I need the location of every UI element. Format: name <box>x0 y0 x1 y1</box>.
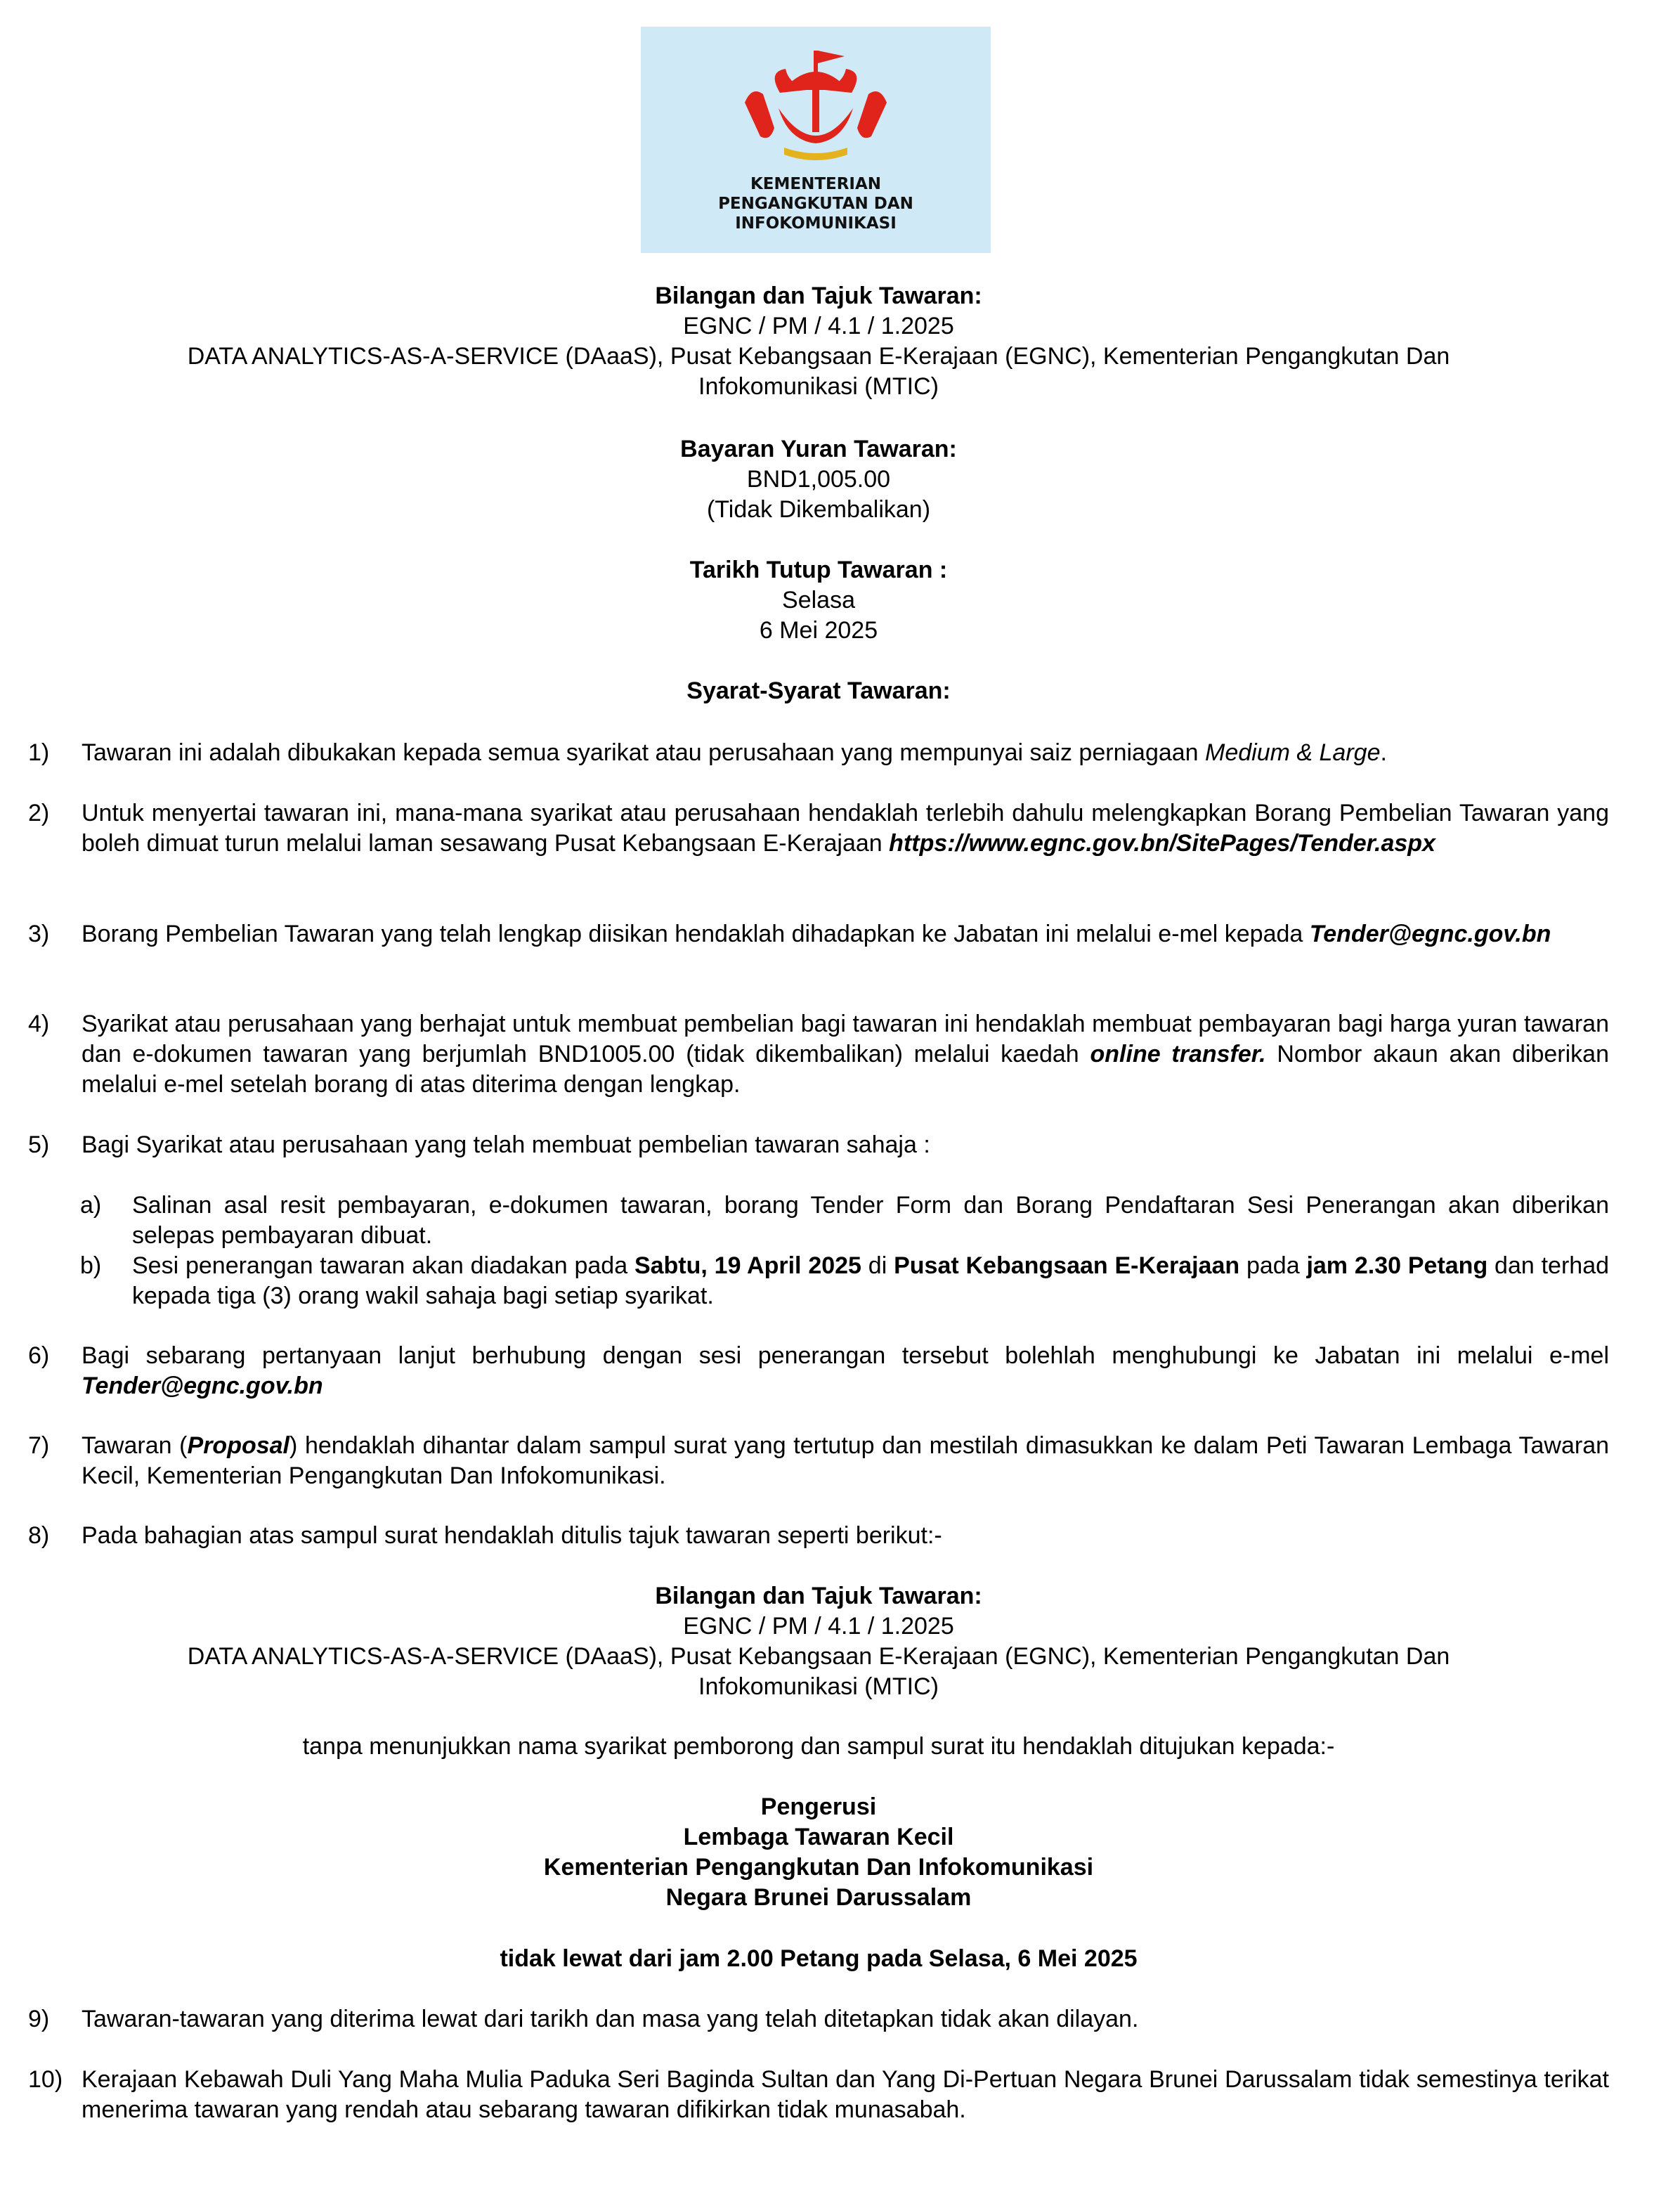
address-line-3: Kementerian Pengangkutan Dan Infokomunikasi <box>543 1854 1094 1881</box>
term-number: 3) <box>28 921 50 947</box>
enquiry-email-link[interactable]: Tender@egnc.gov.bn <box>82 1372 323 1399</box>
logo-caption <box>641 174 991 233</box>
tender-title-label: Bilangan dan Tajuk Tawaran: <box>655 283 982 309</box>
fee-block <box>105 434 1532 525</box>
term-number: 7) <box>28 1432 50 1459</box>
subitem-letter: a) <box>80 1192 102 1219</box>
logo-line-3: INFOKOMUNIKASI <box>735 214 897 233</box>
term-number: 1) <box>28 739 50 766</box>
envelope-title-block <box>105 1581 1532 1702</box>
address-line-2: Lembaga Tawaran Kecil <box>683 1824 954 1850</box>
terms-heading: Syarat-Syarat Tawaran: <box>686 677 951 704</box>
brunei-crest-icon <box>739 44 892 170</box>
tender-reference: EGNC / PM / 4.1 / 1.2025 <box>683 313 954 339</box>
closing-day: Selasa <box>782 587 855 614</box>
term-number: 8) <box>28 1522 50 1549</box>
term-text: Tawaran-tawaran yang diterima lewat dari tarikh dan masa yang telah ditetapkan tidak akan dilayan. <box>82 2006 1139 2032</box>
closing-date-label: Tarikh Tutup Tawaran : <box>689 557 948 583</box>
tender-email-link[interactable]: Tender@egnc.gov.bn <box>1309 921 1551 947</box>
term-text: Bagi sebarang pertanyaan lanjut berhubung dengan sesi penerangan tersebut bolehlah menghubungi ke Jabatan ini melalui e-mel Tender@egnc.gov.bn <box>82 1342 1609 1399</box>
envelope-title-line-2: Infokomunikasi (MTIC) <box>698 1673 939 1700</box>
tender-page-link[interactable]: https://www.egnc.gov.bn/SitePages/Tender.aspx <box>889 830 1435 857</box>
term-text: Borang Pembelian Tawaran yang telah lengkap diisikan hendaklah dihadapkan ke Jabatan ini melalui e-mel kepada Tender@egnc.gov.bn <box>82 921 1551 947</box>
fee-label: Bayaran Yuran Tawaran: <box>680 436 957 462</box>
logo-line-2: PENGANGKUTAN DAN <box>718 195 913 213</box>
term-text: Tawaran (Proposal) hendaklah dihantar dalam sampul surat yang tertutup dan mestilah dimasukkan ke dalam Peti Tawaran Lembaga Tawaran Kecil, Kementerian Pengangkutan Dan Infokomunikasi. <box>82 1432 1610 1489</box>
tender-title-line-1: DATA ANALYTICS-AS-A-SERVICE (DAaaS), Pusat Kebangsaan E-Kerajaan (EGNC), Kementerian Pengangkutan Dan <box>187 343 1450 370</box>
term-text: Pada bahagian atas sampul surat hendaklah ditulis tajuk tawaran seperti berikut:- <box>82 1522 942 1549</box>
closing-date-block <box>105 555 1532 646</box>
address-line-4: Negara Brunei Darussalam <box>665 1884 972 1911</box>
logo-line-1: KEMENTERIAN <box>750 175 882 193</box>
tender-title-block <box>105 281 1532 402</box>
term-number: 2) <box>28 800 50 826</box>
term-number: 5) <box>28 1131 50 1158</box>
fee-amount: BND1,005.00 <box>746 466 891 493</box>
term-text: Bagi Syarikat atau perusahaan yang telah membuat pembelian tawaran sahaja : <box>82 1131 930 1158</box>
term-number: 4) <box>28 1011 50 1037</box>
address-line-1: Pengerusi <box>760 1793 877 1820</box>
subitem-text: Salinan asal resit pembayaran, e-dokumen tawaran, borang Tender Form dan Borang Pendaftaran Sesi Penerangan akan diberikan selepas pembayaran dibuat. <box>132 1192 1609 1249</box>
closing-date: 6 Mei 2025 <box>759 617 878 644</box>
subitem-letter: b) <box>80 1252 102 1279</box>
term-number: 10) <box>28 2066 63 2093</box>
term-text: Tawaran ini adalah dibukakan kepada semua syarikat atau perusahaan yang mempunyai saiz perniagaan Medium & Large. <box>82 739 1387 766</box>
envelope-reference: EGNC / PM / 4.1 / 1.2025 <box>683 1613 954 1640</box>
term-number: 6) <box>28 1342 50 1369</box>
envelope-note: tanpa menunjukkan nama syarikat pemborong dan sampul surat itu hendaklah ditujukan kepada:- <box>302 1733 1335 1760</box>
term-text: Kerajaan Kebawah Duli Yang Maha Mulia Paduka Seri Baginda Sultan dan Yang Di-Pertuan Negara Brunei Darussalam tidak semestinya terikat menerima tawaran yang rendah atau sebarang tawaran difikirkan tidak munasabah. <box>82 2066 1609 2123</box>
term-text: Syarikat atau perusahaan yang berhajat untuk membuat pembelian bagi tawaran ini hendaklah membuat pembayaran bagi harga yuran tawaran dan e-dokumen tawaran yang berjumlah BND1005.00 (tidak dikembalikan) melalui kaedah online transfer. Nombor akaun akan diberikan melalui e-mel setelah borang di atas diterima dengan lengkap. <box>82 1011 1609 1098</box>
ministry-logo <box>641 27 991 253</box>
envelope-title-label: Bilangan dan Tajuk Tawaran: <box>655 1583 982 1609</box>
term-text: Untuk menyertai tawaran ini, mana-mana syarikat atau perusahaan hendaklah terlebih dahulu melengkapkan Borang Pembelian Tawaran yang boleh dimuat turun melalui laman sesawang Pusat Kebangsaan E-Kerajaan https://www.egnc.gov.bn/SitePages/Tender.aspx <box>82 800 1609 857</box>
term-number: 9) <box>28 2006 50 2032</box>
submission-deadline: tidak lewat dari jam 2.00 Petang pada Selasa, 6 Mei 2025 <box>500 1945 1138 1972</box>
subitem-text: Sesi penerangan tawaran akan diadakan pada Sabtu, 19 April 2025 di Pusat Kebangsaan E-Kerajaan pada jam 2.30 Petang dan terhad kepada tiga (3) orang wakil sahaja bagi setiap syarikat. <box>132 1252 1610 1309</box>
fee-note: (Tidak Dikembalikan) <box>706 496 931 523</box>
address-block <box>105 1792 1532 1913</box>
envelope-title-line-1: DATA ANALYTICS-AS-A-SERVICE (DAaaS), Pusat Kebangsaan E-Kerajaan (EGNC), Kementerian Pengangkutan Dan <box>187 1643 1450 1670</box>
tender-title-line-2: Infokomunikasi (MTIC) <box>698 373 939 400</box>
